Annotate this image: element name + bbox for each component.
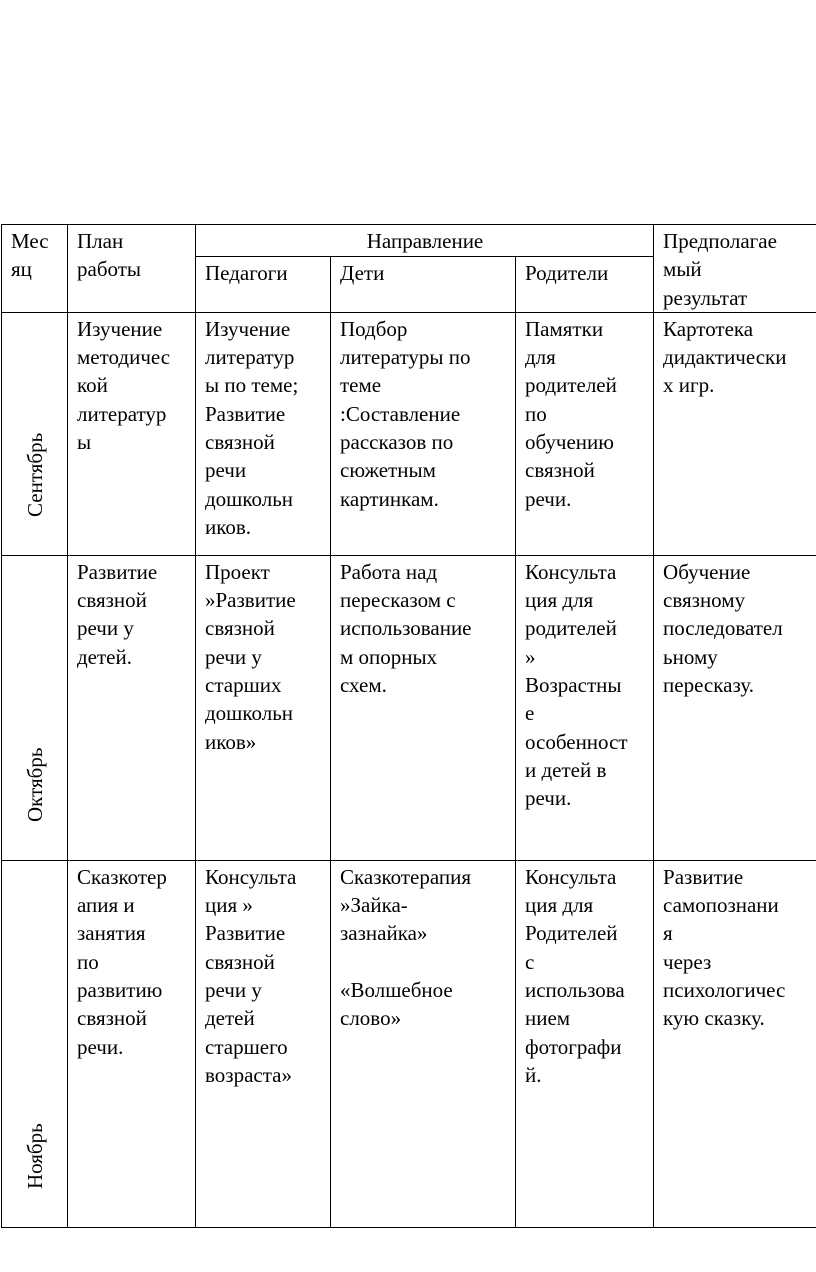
header-teachers: Педагоги <box>196 256 331 312</box>
month-label: Октябрь <box>22 747 47 822</box>
header-direction: Направление <box>196 225 654 257</box>
parents-cell: Консульта ция для Родителей с использова нием фотографи й. <box>516 860 654 1227</box>
children-cell: Подбор литературы по теме :Составление рассказов по сюжетным картинкам. <box>331 312 516 555</box>
header-plan: План работы <box>68 225 196 313</box>
table-row <box>2 860 816 1227</box>
teachers-cell: Консульта ция » Развитие связной речи у детей старшего возраста» <box>196 860 331 1227</box>
teachers-cell: Изучение литератур ы по теме; Развитие связной речи дошкольн иков. <box>196 312 331 555</box>
header-row <box>2 225 816 257</box>
table-row <box>2 312 816 555</box>
work-plan-table <box>1 224 816 1228</box>
result-cell: Картотека дидактически х игр. <box>654 312 816 555</box>
month-label: Ноябрь <box>22 1123 47 1189</box>
header-children: Дети <box>331 256 516 312</box>
parents-cell: Памятки для родителей по обучению связной речи. <box>516 312 654 555</box>
result-cell: Развитие самопознани я через психологичес кую сказку. <box>654 860 816 1227</box>
table-row <box>2 555 816 860</box>
plan-cell: Сказкотер апия и занятия по развитию связной речи. <box>68 860 196 1227</box>
children-cell: Работа над пересказом с использование м опорных схем. <box>331 555 516 860</box>
teachers-cell: Проект »Развитие связной речи у старших дошкольн иков» <box>196 555 331 860</box>
plan-cell: Изучение методичес кой литератур ы <box>68 312 196 555</box>
month-cell <box>2 860 68 1227</box>
result-cell: Обучение связному последовател ьному пересказу. <box>654 555 816 860</box>
header-month: Мес яц <box>2 225 68 313</box>
header-result: Предполагае мый результат <box>654 225 816 313</box>
header-parents: Родители <box>516 256 654 312</box>
children-cell: Сказкотерапия »Зайка- зазнайка» «Волшебное слово» <box>331 860 516 1227</box>
parents-cell: Консульта ция для родителей » Возрастны е особенност и детей в речи. <box>516 555 654 860</box>
month-label: Сентябрь <box>22 432 47 517</box>
plan-cell: Развитие связной речи у детей. <box>68 555 196 860</box>
month-cell <box>2 312 68 555</box>
month-cell <box>2 555 68 860</box>
